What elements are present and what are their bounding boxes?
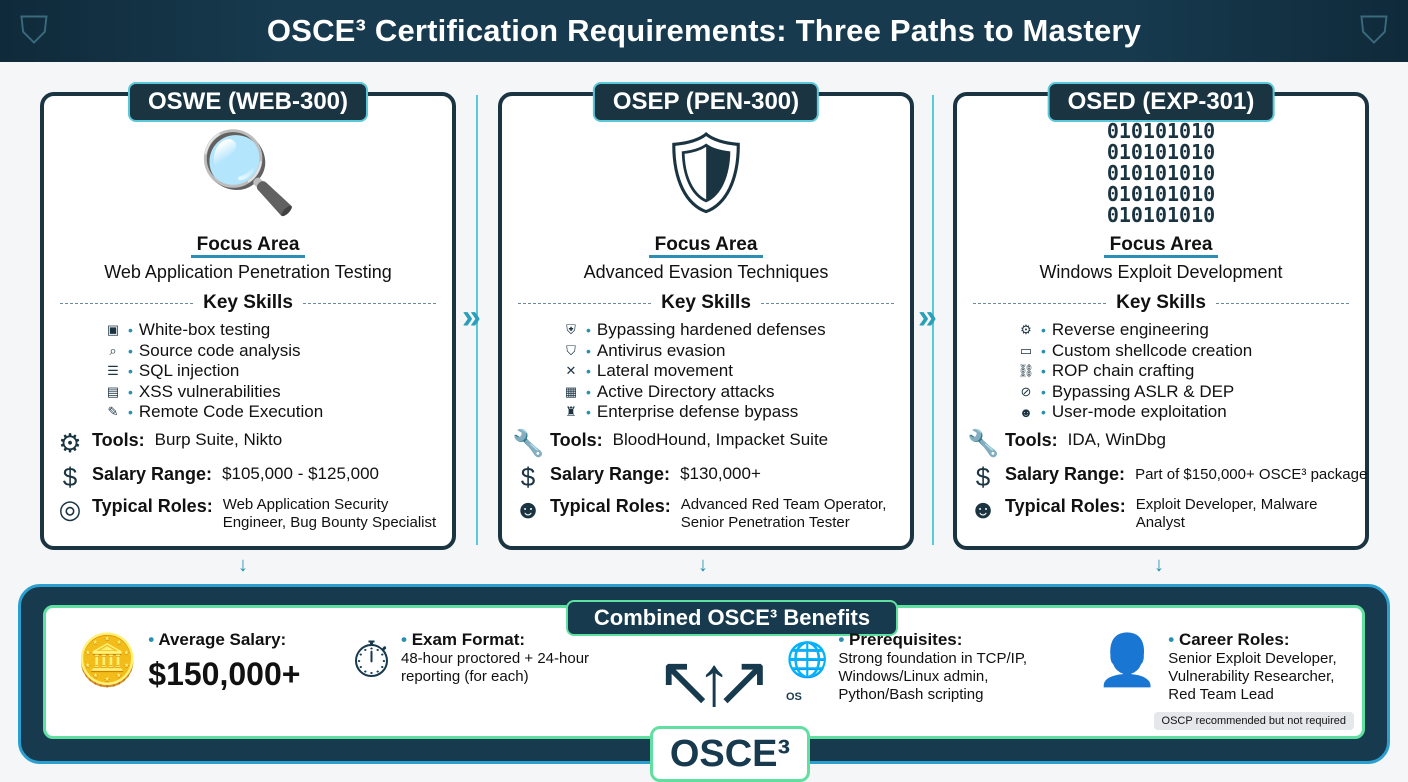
focus-area-heading — [44, 234, 452, 256]
skill-label: User-mode exploitation — [1051, 402, 1227, 422]
key-skills-heading — [518, 292, 894, 314]
header-banner — [0, 0, 1408, 62]
circuit-decoration — [761, 303, 894, 304]
focus-area-label: Focus Area — [1104, 234, 1219, 258]
skill-item: ⊘ • Bypassing ASLR & DEP — [1017, 382, 1252, 403]
shield-icon: ⛉ — [19, 10, 49, 52]
roles-label: Typical Roles: — [1005, 496, 1126, 516]
roles-value: Advanced Red Team Operator, Senior Penetration Tester — [680, 496, 887, 531]
roles-row — [512, 496, 906, 532]
key-skills-label: Key Skills — [203, 292, 293, 313]
cert-badge: OSEP (PEN-300) — [593, 82, 819, 122]
salary-row — [512, 464, 906, 490]
skills-list — [562, 320, 826, 423]
cert-card — [498, 88, 914, 550]
skill-item: ⛉ • Antivirus evasion — [562, 341, 826, 362]
tools-label: Tools: — [1005, 430, 1058, 450]
key-skills-label: Key Skills — [1116, 292, 1206, 313]
tools-row — [512, 430, 906, 456]
salary-label: Salary Range: — [92, 464, 213, 484]
code-window-icon: ▤ — [106, 383, 120, 399]
benefits-title: Combined OSCE³ Benefits — [566, 600, 898, 636]
arrow-down-icon: ↓ — [1154, 554, 1164, 576]
user-gear-icon: ☻ — [514, 494, 542, 524]
tools-label: Tools: — [92, 430, 145, 450]
virus-shield-icon: ⛉ — [566, 342, 576, 358]
skill-item: ♜ • Enterprise defense bypass — [562, 402, 826, 423]
skill-label: Remote Code Execution — [138, 402, 324, 422]
coins-icon: $ — [975, 462, 991, 492]
focus-area-heading — [502, 234, 910, 256]
skill-item: ✎ • Remote Code Execution — [104, 402, 323, 423]
benefit-label: • Career Roles: — [1168, 630, 1366, 650]
hierarchy-icon: ▦ — [564, 383, 578, 399]
binary-gear-skull-icon — [957, 118, 1365, 228]
skill-item: ⚙ • Reverse engineering — [1017, 320, 1252, 341]
no-icon: ⊘ — [1020, 383, 1032, 399]
skill-label: Source code analysis — [138, 340, 301, 360]
skill-item: ☰ • SQL injection — [104, 361, 323, 382]
castle-icon: ♜ — [565, 404, 577, 420]
roles-value: Web Application Security Engineer, Bug Bounty Specialist — [222, 496, 437, 531]
circuit-decoration — [60, 303, 193, 304]
benefit-value: 48-hour proctored + 24-hour reporting (for each) — [401, 650, 590, 685]
skill-label: Lateral movement — [596, 361, 733, 381]
salary-row — [967, 462, 1368, 492]
browser-magnifier-icon: 🔍 — [198, 128, 298, 217]
skill-item: ▤ • XSS vulnerabilities — [104, 382, 323, 403]
tools-label: Tools: — [550, 430, 603, 450]
skill-item: ⛓ • ROP chain crafting — [1017, 361, 1195, 381]
browser-icon: ▣ — [106, 322, 120, 338]
skill-label: ROP chain crafting — [1051, 361, 1195, 381]
skill-item: ▭ • Custom shellcode creation — [1017, 341, 1252, 362]
skill-label: Custom shellcode creation — [1051, 340, 1253, 360]
focus-area-label: Focus Area — [649, 234, 764, 258]
coins-icon: $ — [520, 462, 536, 492]
combined-benefits-panel — [18, 584, 1390, 775]
globe-os-code-icon: 🌐 OS — [786, 641, 829, 703]
benefit-label: • Prerequisites: — [838, 630, 1076, 650]
binary-text: 010101010 — [1106, 160, 1216, 185]
key-skills-heading — [60, 292, 436, 314]
circuit-decoration — [303, 303, 436, 304]
gear-icon: ⚙ — [1020, 322, 1032, 338]
shield-arrow-icon: 🛡 — [655, 128, 757, 217]
benefit-salary — [76, 630, 300, 693]
shield-icon: ⛨ — [566, 322, 576, 338]
roles-label: Typical Roles: — [550, 496, 671, 516]
skill-item: ▣ • White-box testing — [104, 320, 323, 341]
salary-value: $130,000+ — [680, 464, 761, 483]
circuit-decoration — [1216, 303, 1349, 304]
skill-item: ⛨ • Bypassing hardened defenses — [562, 320, 826, 341]
salary-label: Salary Range: — [1005, 464, 1126, 484]
skill-label: Active Directory attacks — [596, 381, 775, 401]
link-icon: ⛓ — [1017, 363, 1035, 379]
tools-row — [54, 430, 448, 456]
skills-list — [1017, 320, 1252, 423]
user-gear-icon: ☻ — [969, 494, 997, 524]
tools-value: IDA, WinDbg — [1067, 430, 1166, 449]
roles-value: Exploit Developer, Malware Analyst — [1135, 496, 1318, 531]
skill-item: ✕ • Lateral movement — [562, 361, 826, 382]
skill-label: Reverse engineering — [1051, 320, 1209, 340]
benefit-label: • Average Salary: — [148, 630, 300, 650]
cert-badge: OSWE (WEB-300) — [128, 82, 368, 122]
benefit-prerequisites — [786, 630, 1076, 704]
chevron-right-icon: » — [918, 298, 937, 336]
search-code-icon: ⌕ — [109, 342, 117, 358]
benefit-exam — [352, 630, 592, 690]
focus-area-text: Web Application Penetration Testing — [104, 262, 392, 282]
circuit-decoration — [518, 303, 651, 304]
skill-label: White-box testing — [138, 320, 271, 340]
cert-card — [40, 88, 456, 550]
binary-text: 010101010 — [1106, 139, 1216, 164]
focus-area-text: Advanced Evasion Techniques — [583, 262, 829, 282]
roles-row — [54, 496, 448, 532]
wrench-screwdriver-icon: 🔧 — [512, 428, 545, 458]
benefit-value: Senior Exploit Developer, Vulnerability Researcher, Red Team Lead — [1168, 650, 1337, 703]
salary-row — [54, 464, 448, 490]
circuit-decoration — [973, 303, 1106, 304]
skill-item: ⌕ • Source code analysis — [104, 341, 323, 362]
skill-label: Bypassing hardened defenses — [596, 320, 826, 340]
syringe-icon: ✎ — [107, 404, 119, 420]
tools-value: BloodHound, Impacket Suite — [612, 430, 829, 449]
osce3-logo: OSCE³ — [650, 726, 810, 782]
database-icon: ☰ — [107, 363, 119, 379]
user-gear-icon: ☻ — [1019, 404, 1033, 420]
salary-value: $105,000 - $125,000 — [222, 464, 379, 483]
footnote: OSCP recommended but not required — [1154, 712, 1354, 730]
key-skills-label: Key Skills — [661, 292, 751, 313]
coins-icon: $ — [62, 462, 78, 492]
roles-row — [967, 496, 1361, 532]
skill-label: Antivirus evasion — [596, 340, 726, 360]
page-title: OSCE³ Certification Requirements: Three Paths to Mastery — [266, 13, 1142, 48]
binary-text: 010101010 — [1106, 202, 1216, 227]
terminal-icon: ▭ — [1019, 342, 1033, 358]
benefit-value: $150,000+ — [148, 656, 301, 692]
skills-list — [104, 320, 323, 423]
stopwatch-icon: ⏱ — [352, 632, 391, 688]
binary-text: 010101010 — [1106, 181, 1216, 206]
wrench-screwdriver-icon: 🔧 — [967, 428, 1000, 458]
skill-label: XSS vulnerabilities — [138, 381, 281, 401]
tools-value: Burp Suite, Nikto — [154, 430, 283, 449]
salary-label: Salary Range: — [550, 464, 671, 484]
head-target-icon: 👤 — [1096, 632, 1159, 688]
focus-area-text: Windows Exploit Development — [1039, 262, 1283, 282]
tools-row — [967, 430, 1361, 456]
benefit-value: Strong foundation in TCP/IP, Windows/Linux admin, Python/Bash scripting — [838, 650, 1028, 703]
arrow-down-icon: ↓ — [698, 554, 708, 576]
gears-icon: ⚙ — [58, 428, 82, 458]
binary-text: 010101010 — [1106, 118, 1216, 143]
chevron-right-icon: » — [462, 298, 481, 336]
os-label: OS — [786, 691, 802, 703]
salary-value: Part of $150,000+ OSCE³ package — [1135, 466, 1368, 483]
network-icon: ✕ — [565, 363, 577, 379]
key-skills-heading — [973, 292, 1349, 314]
diverging-arrows-icon: ↖↑↗ — [656, 642, 755, 720]
skill-label: Bypassing ASLR & DEP — [1051, 381, 1235, 401]
roles-label: Typical Roles: — [92, 496, 213, 516]
cert-card — [953, 88, 1369, 550]
target-icon: ◎ — [58, 494, 82, 524]
benefit-career — [1096, 630, 1366, 704]
cert-badge: OSED (EXP-301) — [1048, 82, 1275, 122]
focus-area-label: Focus Area — [191, 234, 306, 258]
benefit-label: • Exam Format: — [401, 630, 592, 650]
skill-item: ▦ • Active Directory attacks — [562, 382, 826, 403]
skill-label: Enterprise defense bypass — [596, 402, 799, 422]
skill-label: SQL injection — [138, 361, 240, 381]
coins-dollar-icon: 🪙 — [76, 632, 139, 688]
skill-item: ☻ • User-mode exploitation — [1017, 402, 1252, 423]
shield-icon: ⛉ — [1359, 10, 1389, 52]
arrow-down-icon: ↓ — [238, 554, 248, 576]
focus-area-heading — [957, 234, 1365, 256]
